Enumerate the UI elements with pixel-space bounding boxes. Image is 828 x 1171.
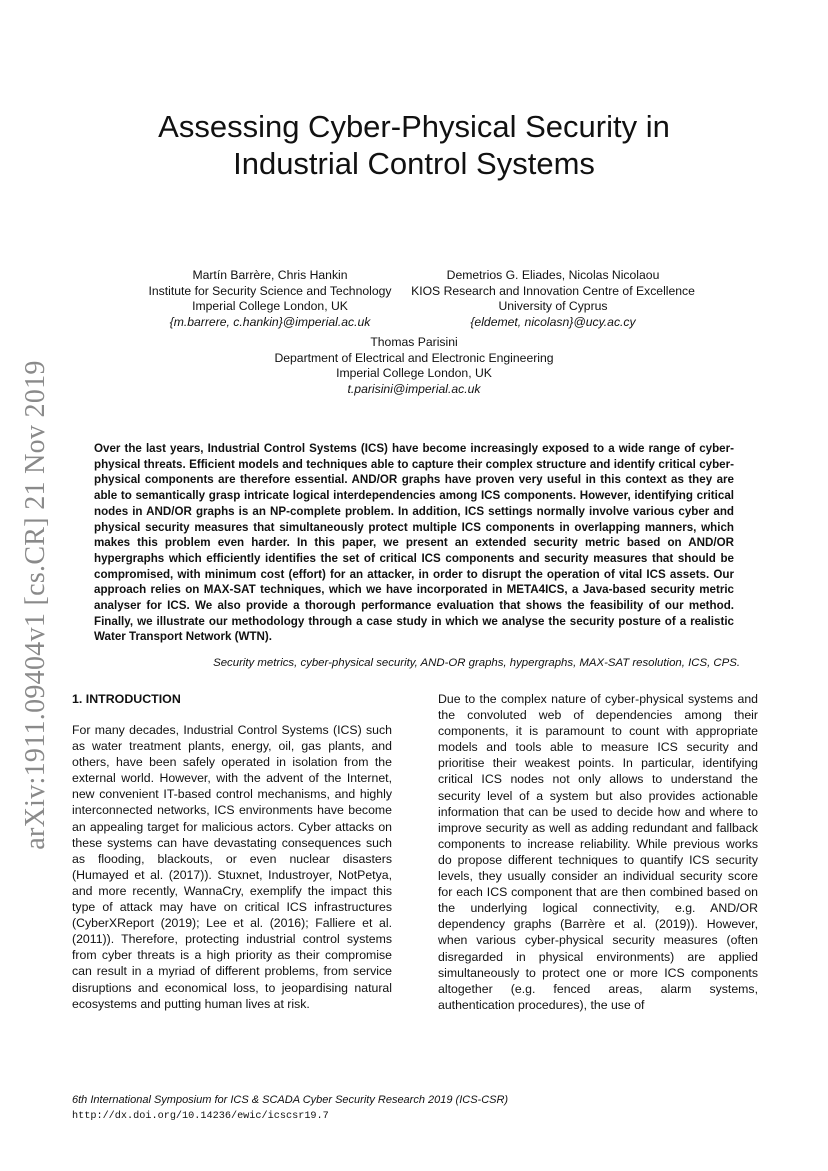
- author-email: {m.barrere, c.hankin}@imperial.ac.uk: [169, 314, 371, 329]
- paper-title-line-2: Industrial Control Systems: [233, 146, 595, 181]
- paper-title-line-1: Assessing Cyber-Physical Security in: [158, 109, 670, 144]
- abstract: Over the last years, Industrial Control Systems (ICS) have become increasingly exposed to a wide range of cyber-physical threats. Efficient models and techniques able to capture their complex structure and identify critical cyber-physical components are therefore essential. AND/OR graphs have proven very useful in this context as they are able to semantically grasp intricate logical interdependencies among ICS components. However, identifying critical nodes in AND/OR graphs is an NP-complete problem. In addition, ICS settings normally involve various cyber and physical security measures that simultaneously protect multiple ICS components in overlapping manners, which makes this problem even harder. In this paper, we present an extended security metric based on AND/OR hypergraphs which efficiently identifies the set of critical ICS components and security measures that should be compromised, with minimum cost (effort) for an attacker, in order to disrupt the operation of vital ICS assets. Our approach relies on MAX-SAT techniques, which we have incorporated in META4ICS, a Java-based security metric analyser for ICS. We also provide a thorough performance evaluation that shows the feasibility of our method. Finally, we illustrate our methodology through a case study in which we analyse the security posture of a realistic Water Transport Network (WTN).: [94, 442, 734, 644]
- author-institution: Imperial College London, UK: [336, 366, 492, 381]
- author-names: Thomas Parisini: [370, 335, 458, 349]
- author-names: Martín Barrère, Chris Hankin: [192, 268, 348, 282]
- keywords: Security metrics, cyber-physical security, AND-OR graphs, hypergraphs, MAX-SAT resolution, ICS, CPS.: [213, 657, 740, 669]
- introduction-left-column: For many decades, Industrial Control Systems (ICS) such as water treatment plants, energy, oil, gas plants, and others, have been safely operated in isolation from the external world. However, with the advent of the Internet, new convenient IT-based control mechanisms, and highly interconnected networks, ICS environments have become an appealing target for malicious actors. Cyber attacks on these systems can have devastating consequences such as flooding, blackouts, or even nuclear disasters (Humayed et al. (2017)). Stuxnet, Industroyer, NotPetya, and more recently, WannaCry, exemplify the impact this type of attack may have on critical ICS infrastructures (CyberXReport (2019); Lee et al. (2016); Falliere et al. (2011)). Therefore, protecting industrial control systems from cyber threats is a high priority as their compromise can result in a myriad of different problems, from service disruptions and economical loss, to jeopardising natural ecosystems and putting human lives at risk.: [72, 723, 392, 1011]
- arxiv-identifier-stamp: arXiv:1911.09404v1 [cs.CR] 21 Nov 2019: [20, 360, 51, 850]
- author-affiliation: Institute for Security Science and Technology: [148, 283, 392, 298]
- author-email: t.parisini@imperial.ac.uk: [347, 381, 481, 396]
- author-institution: University of Cyprus: [498, 299, 608, 314]
- introduction-right-column: Due to the complex nature of cyber-physical systems and the convoluted web of dependencies among their components, it is paramount to count with appropriate models and tools able to measure ICS security and prioritise their weakest points. In particular, identifying critical ICS nodes not only allows to understand the security level of a system but also provides actionable information that can be used to decide how and where to improve security as well as adding redundant and fallback components to increase reliability. While previous works do propose different techniques to quantify ICS security levels, they usually consider an individual security score for each ICS component that are then combined based on the underlying logical connectivity, e.g. AND/OR dependency graphs (Barrère et al. (2019)). However, when various cyber-physical security measures (often disregarded in physical environments) are applied simultaneously to protect one or more ICS components altogether (e.g. fenced areas, alarm systems, authentication procedures), the use of: [438, 692, 758, 1012]
- footer-doi: http://dx.doi.org/10.14236/ewic/icscsr19.7: [72, 1111, 329, 1122]
- footer-venue: 6th International Symposium for ICS & SCADA Cyber Security Research 2019 (ICS-CSR): [72, 1094, 509, 1106]
- author-email: {eldemet, nicolasn}@ucy.ac.cy: [470, 314, 636, 329]
- author-affiliation: KIOS Research and Innovation Centre of Excellence: [411, 283, 695, 298]
- author-block-imperial: [120, 268, 420, 330]
- author-block-kios: [400, 268, 706, 330]
- author-names: Demetrios G. Eliades, Nicolas Nicolaou: [446, 268, 660, 282]
- author-institution: Imperial College London, UK: [192, 299, 348, 314]
- author-affiliation: Department of Electrical and Electronic Engineering: [274, 350, 554, 365]
- author-block-parisini: [214, 335, 614, 397]
- paper-title: [0, 108, 828, 182]
- section-heading-introduction: 1. INTRODUCTION: [72, 692, 181, 706]
